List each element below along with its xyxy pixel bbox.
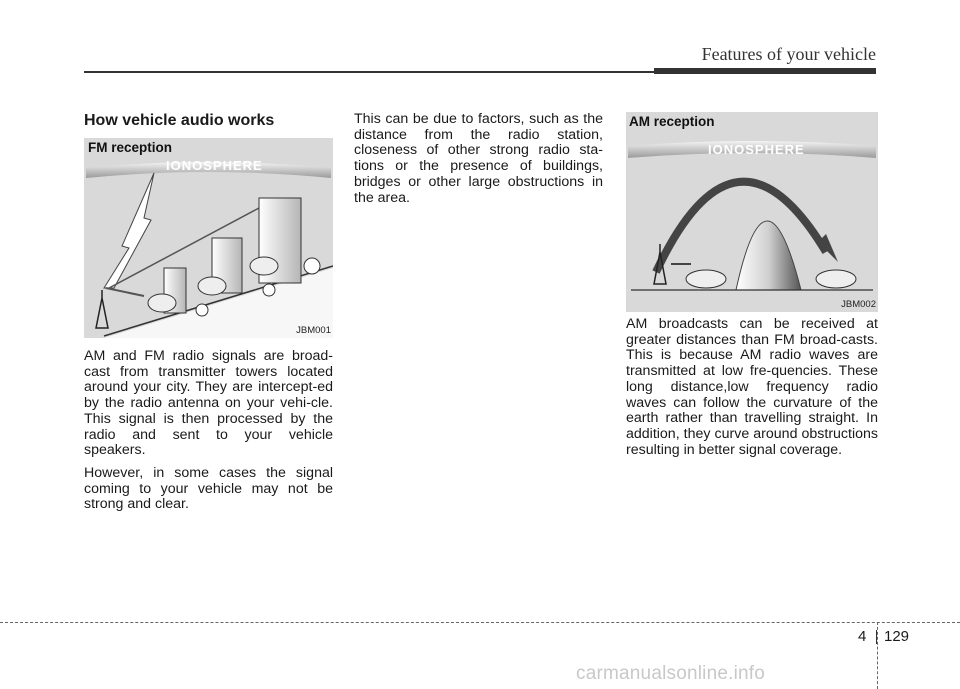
am-figure-code: JBM002 <box>841 299 876 310</box>
column-2-text <box>354 112 603 213</box>
section-title: Features of your vehicle <box>701 44 876 64</box>
footer-rule <box>0 622 960 623</box>
paragraph: This can be due to factors, such as the distance from the radio station, closeness of other strong radio sta-tions or the presence of buildings, bridges or other large obstructions in the area. <box>354 111 603 206</box>
header-rule-accent <box>654 68 876 74</box>
am-ionosphere-label: IONOSPHERE <box>708 142 805 157</box>
column-3-text <box>626 317 878 465</box>
fm-reception-figure <box>84 138 333 338</box>
fm-figure-code: JBM001 <box>296 325 331 336</box>
header-rule <box>84 71 654 73</box>
page-number: 129 <box>884 628 910 645</box>
column-1-text <box>84 349 333 520</box>
section-heading: How vehicle audio works <box>84 112 275 129</box>
chapter-number: 4 <box>858 628 867 645</box>
paragraph: However, in some cases the signal coming to your vehicle may not be strong and clear. <box>84 464 333 513</box>
watermark: carmanualsonline.info <box>576 663 766 684</box>
fm-figure-label: FM reception <box>88 140 173 155</box>
am-reception-figure <box>626 112 878 312</box>
paragraph: AM broadcasts can be received at greater distances than FM broad-casts. This is because AM radio waves are transmitted at low fre-quencies. These long distance,low frequency radio waves can follow the curvature of the earth rather than travelling straight. In addition, they curve around obstructions resulting in better signal coverage. <box>626 316 878 458</box>
paragraph: AM and FM radio signals are broad-cast from transmitter towers located around your city. They are intercept-ed by the radio antenna on your vehi-cle. This signal is then processed by the radio and sent to your vehicle speakers. <box>84 348 333 459</box>
footer-vertical-rule <box>877 622 878 689</box>
fm-ionosphere-label: IONOSPHERE <box>166 158 263 173</box>
am-figure-label: AM reception <box>629 114 715 129</box>
page-number-divider <box>876 630 877 644</box>
